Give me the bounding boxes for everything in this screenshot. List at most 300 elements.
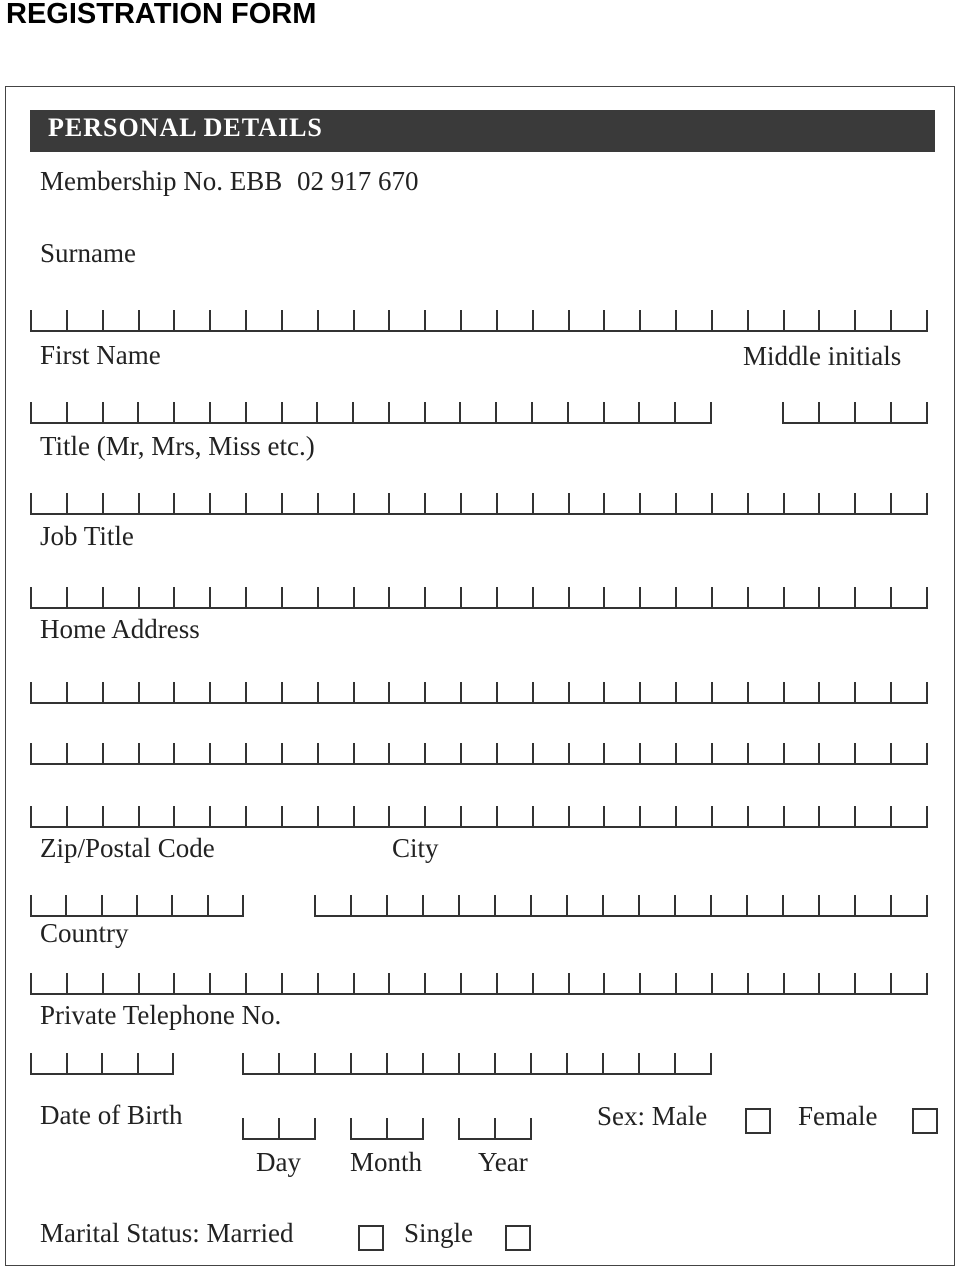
telephone-area-code-boxes[interactable] [30,1053,174,1075]
box-divider [102,402,104,424]
home-address-boxes-2[interactable] [30,743,928,765]
box-divider [242,1053,244,1075]
box-divider [102,493,104,515]
box-divider [278,1118,280,1140]
box-divider [711,806,713,828]
box-divider [783,587,785,609]
box-divider [209,806,211,828]
box-divider [530,1118,532,1140]
box-divider [603,682,605,704]
box-divider [674,895,676,917]
box-divider [352,402,354,424]
box-divider [424,402,426,424]
box-divider [639,493,641,515]
box-divider [102,682,104,704]
box-divider [854,806,856,828]
box-divider [854,587,856,609]
box-divider [818,587,820,609]
box-divider [30,806,32,828]
box-divider [603,587,605,609]
box-divider [854,973,856,995]
box-divider [926,402,928,424]
box-divider [747,806,749,828]
title-boxes[interactable] [30,493,928,515]
box-divider [245,402,247,424]
box-divider [316,402,318,424]
box-divider [496,682,498,704]
box-divider [353,493,355,515]
box-divider [242,895,244,917]
box-divider [317,587,319,609]
box-divider [173,682,175,704]
box-divider [242,1118,244,1140]
box-divider [245,682,247,704]
box-divider [818,806,820,828]
box-divider [460,682,462,704]
box-divider [783,743,785,765]
box-divider [459,402,461,424]
box-divider [746,895,748,917]
box-divider [890,806,892,828]
box-divider [209,743,211,765]
box-divider [136,895,138,917]
box-divider [66,973,68,995]
box-divider [460,587,462,609]
box-divider [173,806,175,828]
city-label: City [392,833,439,863]
box-divider [747,973,749,995]
box-divider [531,402,533,424]
box-divider [30,1053,32,1075]
box-divider [568,587,570,609]
box-divider [926,682,928,704]
box-divider [245,806,247,828]
box-divider [102,587,104,609]
box-divider [603,973,605,995]
box-divider [747,682,749,704]
box-divider [281,310,283,332]
box-divider [353,587,355,609]
male-checkbox[interactable] [745,1108,771,1134]
surname-label: Surname [40,238,136,268]
box-divider [171,895,173,917]
box-divider [854,895,856,917]
box-divider [424,973,426,995]
box-divider [530,1053,532,1075]
box-divider [138,743,140,765]
marital-status-label: Marital Status: Married [40,1218,294,1248]
page-title: REGISTRATION FORM [6,0,317,30]
box-divider [317,493,319,515]
box-divider [818,682,820,704]
box-divider [460,493,462,515]
box-divider [245,310,247,332]
box-divider [138,682,140,704]
box-divider [532,682,534,704]
box-divider [639,973,641,995]
middle-initials-label: Middle initials [743,341,902,371]
box-divider [424,493,426,515]
box-divider [854,310,856,332]
box-divider [532,806,534,828]
box-divider [890,493,892,515]
box-divider [603,402,605,424]
box-divider [818,743,820,765]
box-divider [30,973,32,995]
box-divider [747,310,749,332]
box-divider [209,587,211,609]
female-checkbox[interactable] [912,1108,938,1134]
box-divider [281,402,283,424]
box-divider [138,587,140,609]
private-telephone-label: Private Telephone No. [40,1000,282,1030]
box-divider [603,743,605,765]
box-divider [138,973,140,995]
box-divider [173,402,175,424]
membership-label [40,168,419,195]
box-divider [532,493,534,515]
surname-boxes[interactable] [30,310,928,332]
box-divider [675,806,677,828]
box-divider [530,895,532,917]
box-divider [710,895,712,917]
box-divider [818,973,820,995]
box-divider [711,493,713,515]
box-divider [782,402,784,424]
box-divider [102,973,104,995]
box-divider [281,973,283,995]
box-divider [890,402,892,424]
box-divider [494,1118,496,1140]
box-divider [675,493,677,515]
title-label: Title (Mr, Mrs, Miss etc.) [40,431,315,461]
form-frame [5,86,955,1266]
membership-prefix: Membership No. EBB [40,166,283,196]
box-divider [568,493,570,515]
box-divider [460,743,462,765]
box-divider [30,895,32,917]
box-divider [496,493,498,515]
box-divider [568,682,570,704]
box-divider [494,895,496,917]
box-divider [172,1053,174,1075]
box-divider [496,743,498,765]
date-of-birth-label: Date of Birth [40,1100,183,1130]
box-divider [711,973,713,995]
sex-male-label: Sex: Male [597,1101,708,1131]
box-divider [30,310,32,332]
box-divider [783,973,785,995]
box-divider [138,806,140,828]
box-divider [30,402,32,424]
box-divider [317,310,319,332]
box-divider [532,310,534,332]
box-divider [209,402,211,424]
box-divider [388,310,390,332]
box-divider [460,310,462,332]
box-divider [386,1053,388,1075]
box-divider [603,806,605,828]
box-divider [353,973,355,995]
box-divider [30,587,32,609]
box-divider [495,402,497,424]
box-divider [66,1053,68,1075]
box-divider [711,587,713,609]
box-divider [675,310,677,332]
box-divider [532,973,534,995]
box-divider [422,1118,424,1140]
box-divider [638,402,640,424]
box-divider [424,310,426,332]
box-divider [603,493,605,515]
box-divider [460,973,462,995]
box-divider [30,493,32,515]
box-divider [388,493,390,515]
box-divider [209,973,211,995]
box-divider [245,743,247,765]
box-divider [494,1053,496,1075]
box-divider [675,743,677,765]
box-divider [854,402,856,424]
month-label: Month [350,1147,423,1177]
box-divider [424,743,426,765]
box-divider [314,895,316,917]
box-divider [710,1053,712,1075]
box-divider [890,743,892,765]
day-label: Day [256,1147,301,1177]
box-divider [424,806,426,828]
country-boxes[interactable] [30,973,928,995]
box-divider [281,682,283,704]
box-divider [281,743,283,765]
box-divider [422,895,424,917]
box-divider [568,806,570,828]
box-divider [314,1118,316,1140]
box-divider [386,895,388,917]
box-divider [353,682,355,704]
box-divider [66,493,68,515]
box-divider [675,973,677,995]
box-divider [138,493,140,515]
box-divider [566,895,568,917]
year-label: Year [478,1147,528,1177]
box-divider [245,973,247,995]
box-divider [101,895,103,917]
box-divider [532,587,534,609]
box-divider [317,682,319,704]
box-divider [854,493,856,515]
box-divider [350,1118,352,1140]
job-title-boxes[interactable] [30,587,928,609]
zip-postal-code-boxes[interactable] [30,895,244,917]
job-title-label: Job Title [40,521,134,551]
box-divider [388,806,390,828]
first-name-boxes[interactable] [30,402,712,424]
box-divider [458,1118,460,1140]
box-divider [30,682,32,704]
box-divider [458,1053,460,1075]
box-divider [818,895,820,917]
box-divider [314,1053,316,1075]
box-divider [568,743,570,765]
box-divider [782,895,784,917]
box-divider [281,806,283,828]
box-divider [245,493,247,515]
box-divider [458,895,460,917]
box-divider [496,973,498,995]
box-divider [890,895,892,917]
box-divider [567,402,569,424]
box-divider [138,310,140,332]
box-divider [926,895,928,917]
box-divider [101,1053,103,1075]
box-divider [890,682,892,704]
married-checkbox[interactable] [358,1225,384,1251]
home-address-boxes-1[interactable] [30,682,928,704]
box-divider [818,493,820,515]
box-divider [422,1053,424,1075]
box-divider [353,743,355,765]
single-checkbox[interactable] [505,1225,531,1251]
single-label: Single [404,1218,474,1248]
box-divider [209,493,211,515]
box-divider [639,682,641,704]
home-address-boxes-3[interactable] [30,806,928,828]
box-divider [568,310,570,332]
box-divider [281,493,283,515]
box-divider [65,895,67,917]
box-divider [711,682,713,704]
box-divider [711,743,713,765]
box-divider [209,310,211,332]
country-label: Country [40,918,129,948]
box-divider [350,1053,352,1075]
dob-year-boxes[interactable] [458,1118,532,1140]
box-divider [245,587,247,609]
box-divider [638,1053,640,1075]
middle-initials-boxes[interactable] [782,402,928,424]
box-divider [926,310,928,332]
box-divider [926,973,928,995]
box-divider [674,402,676,424]
box-divider [890,973,892,995]
box-divider [783,493,785,515]
box-divider [317,806,319,828]
box-divider [102,310,104,332]
box-divider [388,402,390,424]
box-divider [173,310,175,332]
box-divider [926,493,928,515]
box-divider [854,682,856,704]
box-divider [639,587,641,609]
box-divider [350,895,352,917]
first-name-label: First Name [40,340,161,370]
box-divider [66,402,68,424]
box-divider [639,743,641,765]
box-divider [602,895,604,917]
box-divider [926,743,928,765]
box-divider [66,806,68,828]
box-divider [317,743,319,765]
box-divider [137,1053,139,1075]
box-divider [66,587,68,609]
box-divider [388,587,390,609]
box-divider [388,682,390,704]
female-label: Female [798,1101,878,1131]
box-divider [386,1118,388,1140]
city-boxes[interactable] [314,895,928,917]
box-divider [890,587,892,609]
box-divider [207,895,209,917]
box-divider [278,1053,280,1075]
box-divider [424,682,426,704]
dob-month-boxes[interactable] [350,1118,424,1140]
box-divider [66,743,68,765]
box-divider [281,587,283,609]
box-divider [388,973,390,995]
zip-postal-code-label: Zip/Postal Code [40,833,215,863]
box-divider [496,310,498,332]
box-divider [137,402,139,424]
box-divider [317,973,319,995]
box-divider [353,310,355,332]
box-divider [30,743,32,765]
box-divider [460,806,462,828]
box-divider [173,973,175,995]
box-divider [926,806,928,828]
box-divider [102,806,104,828]
box-divider [675,682,677,704]
box-divider [209,682,211,704]
box-divider [818,402,820,424]
box-divider [568,973,570,995]
box-divider [926,587,928,609]
box-divider [675,587,677,609]
box-divider [747,493,749,515]
box-divider [747,587,749,609]
telephone-number-boxes[interactable] [242,1053,712,1075]
box-divider [603,310,605,332]
box-divider [711,310,713,332]
box-divider [66,310,68,332]
box-divider [496,587,498,609]
box-divider [818,310,820,332]
box-divider [353,806,355,828]
membership-number: 02 917 670 [297,166,419,196]
box-divider [710,402,712,424]
box-divider [173,493,175,515]
box-divider [173,587,175,609]
box-divider [747,743,749,765]
box-divider [532,743,534,765]
dob-day-boxes[interactable] [242,1118,316,1140]
box-divider [890,310,892,332]
box-divider [66,682,68,704]
box-divider [639,806,641,828]
box-divider [566,1053,568,1075]
home-address-label: Home Address [40,614,200,644]
box-divider [783,310,785,332]
box-divider [496,806,498,828]
section-header: PERSONAL DETAILS [30,110,935,152]
box-divider [854,743,856,765]
box-divider [424,587,426,609]
box-divider [783,806,785,828]
box-divider [639,310,641,332]
box-divider [783,682,785,704]
box-divider [638,895,640,917]
box-divider [602,1053,604,1075]
